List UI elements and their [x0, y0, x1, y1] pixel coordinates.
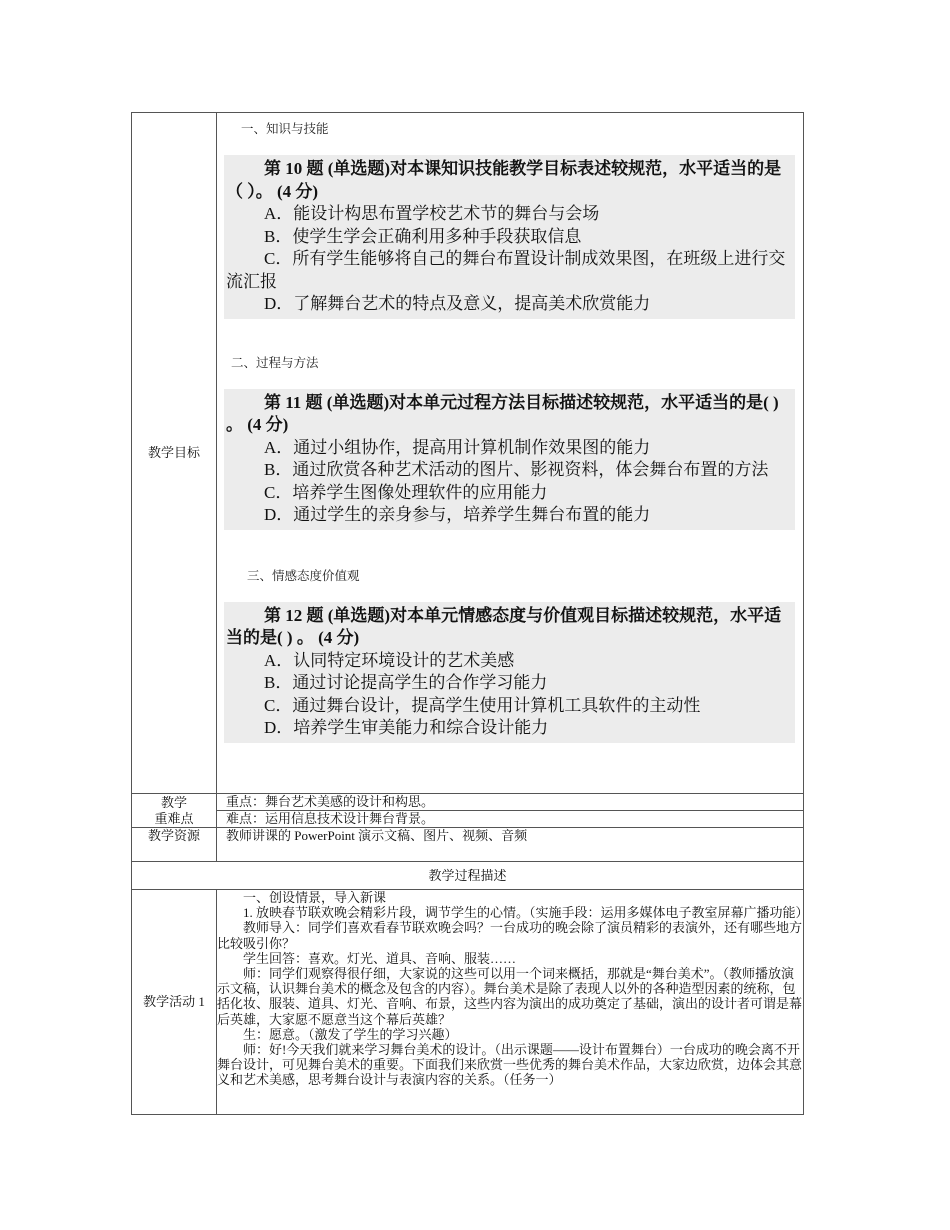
lesson-plan-table	[131, 112, 809, 1115]
resources-row	[132, 828, 804, 862]
question-12-option-b[interactable]: B．通过讨论提高学生的合作学习能力	[264, 673, 548, 692]
activity-1-para-3: 教师导入：同学们喜欢看春节联欢晚会吗？一台成功的晚会除了演员精彩的表演外，还有哪些地方比较吸引你？	[217, 920, 803, 951]
activity-1-label: 教学活动 1	[132, 890, 217, 1115]
resources-text: 教师讲课的 PowerPoint 演示文稿、图片、视频、音频	[217, 828, 804, 862]
process-header: 教学过程描述	[132, 862, 804, 890]
question-12-title: 第 12 题 (单选题)对本单元情感态度与价值观目标描述较规范，水平适当的是( ) 。 (4 分)	[226, 605, 782, 647]
activity-1-para-7: 师：好!今天我们就来学习舞台美术的设计。（出示课题——设计布置舞台）一台成功的晚会离不开舞台设计，可见舞台美术的重要。下面我们来欣赏一些优秀的舞台美术作品，大家边欣赏，边体会其意义和艺术美感，思考舞台设计与表演内容的关系。（任务一）	[217, 1042, 803, 1088]
activity-1-para-2: 1. 放映春节联欢晚会精彩片段，调节学生的心情。（实施手段：运用多媒体电子教室屏幕广播功能）	[243, 905, 809, 921]
question-11-option-a[interactable]: A．通过小组协作，提高用计算机制作效果图的能力	[264, 437, 651, 457]
activity-1-para-5: 师：同学们观察得很仔细，大家说的这些可以用一个词来概括，那就是“舞台美术”。（教师播放演示文稿，认识舞台美术的概念及包含的内容）。舞台美术是除了表现人以外的各种造型因素的统称，包括化妆、服装、道具、灯光、音响、布景，这些内容为演出的成功奠定了基础，演出的设计者可谓是幕后英雄，大家愿不愿意当这个幕后英雄？	[217, 966, 803, 1027]
key-points-label-line2: 重难点	[154, 810, 194, 826]
key-points-label	[132, 794, 217, 828]
key-points-label-line1: 教学	[160, 794, 187, 810]
question-10	[224, 155, 795, 319]
resources-label: 教学资源	[132, 828, 217, 862]
question-11-option-b[interactable]: B．通过欣赏各种艺术活动的图片、影视资料，体会舞台布置的方法	[264, 460, 769, 479]
question-10-option-a[interactable]: A．能设计构思布置学校艺术节的舞台与会场	[264, 204, 600, 223]
activity-1-para-1: 一、创设情景，导入新课	[243, 890, 387, 905]
question-11-option-c[interactable]: C．培养学生图像处理软件的应用能力	[264, 482, 548, 502]
question-12	[224, 602, 795, 743]
question-12-option-a[interactable]: A．认同特定环境设计的艺术美感	[264, 650, 515, 670]
section-heading-attitude: 三、情感态度价值观	[247, 568, 360, 583]
question-11-option-d[interactable]: D．通过学生的亲身参与，培养学生舞台布置的能力	[264, 505, 651, 524]
difficulty-text: 难点：运用信息技术设计舞台背景。	[217, 811, 804, 828]
focus-text: 重点：舞台艺术美感的设计和构思。	[217, 794, 804, 811]
objectives-row	[132, 113, 804, 794]
activity-1-para-6: 生：愿意。（激发了学生的学习兴趣）	[243, 1026, 458, 1042]
objectives-label: 教学目标	[132, 113, 217, 794]
section-heading-knowledge: 一、知识与技能	[241, 122, 329, 136]
activity-1-row	[132, 890, 804, 1115]
key-points-row-focus	[132, 794, 804, 811]
question-10-option-b[interactable]: B．使学生学会正确利用多种手段获取信息	[264, 226, 582, 246]
process-header-row	[132, 862, 804, 890]
question-12-option-d[interactable]: D．培养学生审美能力和综合设计能力	[264, 718, 549, 737]
key-points-row-difficulty	[132, 811, 804, 828]
question-10-option-d[interactable]: D．了解舞台艺术的特点及意义，提高美术欣赏能力	[264, 294, 651, 313]
question-12-option-c[interactable]: C．通过舞台设计，提高学生使用计算机工具软件的主动性	[264, 695, 701, 715]
activity-1-para-4: 学生回答：喜欢。灯光、道具、音响、服装……	[243, 950, 517, 966]
section-heading-process: 二、过程与方法	[231, 355, 319, 370]
question-10-title: 第 10 题 (单选题)对本课知识技能教学目标表述较规范，水平适当的是（ ）。 (4 分)	[226, 159, 782, 201]
question-11-title: 第 11 题 (单选题)对本单元过程方法目标描述较规范，水平适当的是( ) 。 (4 分)	[226, 392, 779, 434]
question-11	[224, 389, 795, 530]
question-10-option-c[interactable]: C．所有学生能够将自己的舞台布置设计制成效果图，在班级上进行交流汇报	[226, 249, 786, 291]
activity-1-content	[217, 890, 809, 1115]
objectives-cell	[217, 113, 804, 794]
